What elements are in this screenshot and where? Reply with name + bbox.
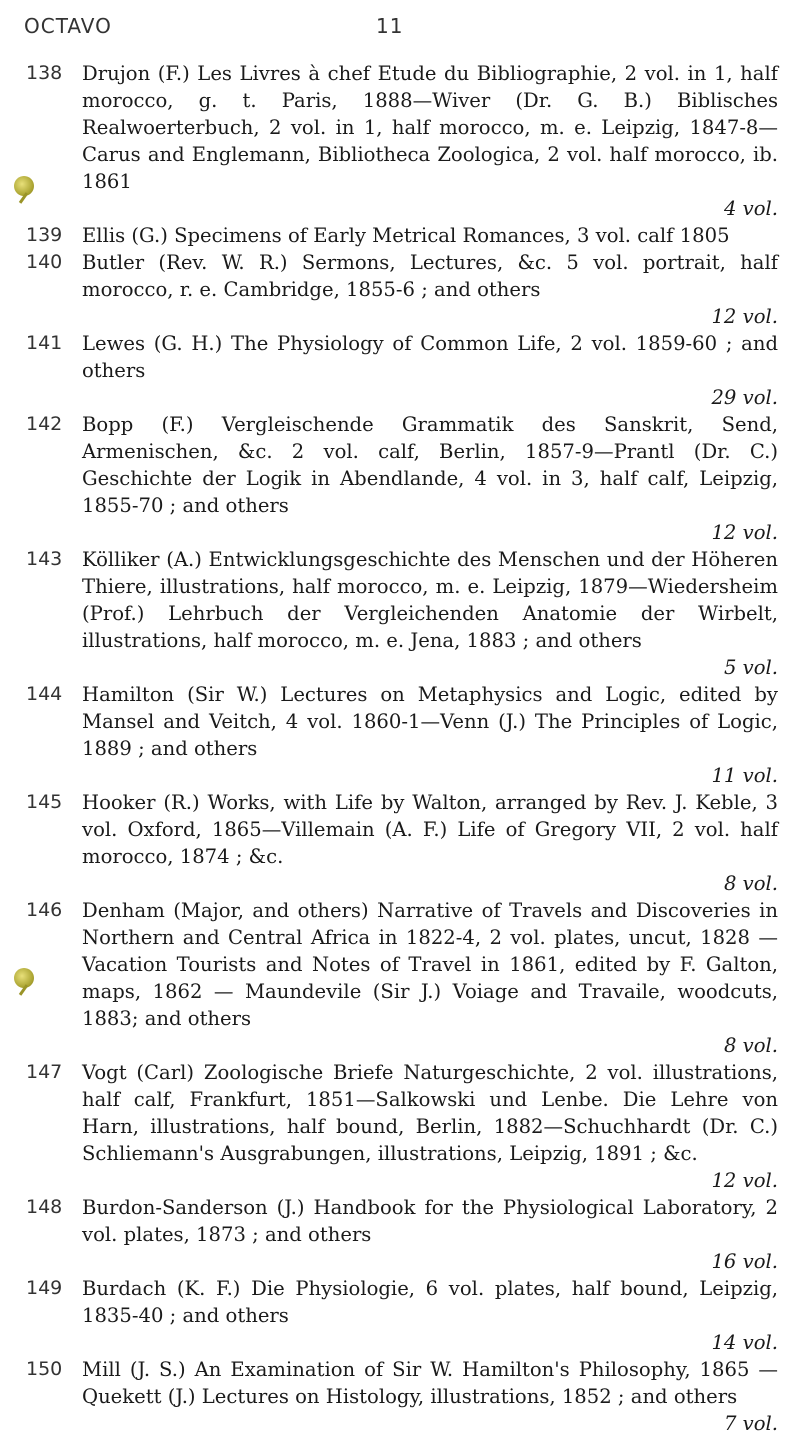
lot-volume-count: 4 vol. (723, 197, 778, 220)
lot-entry (0, 546, 800, 681)
lot-description: Kölliker (A.) Entwicklungsgeschichte des Menschen und der Höheren Thiere, illustrations, half morocco, m. e. Leipzig, 1879—Wiedersheim (Prof.) Lehrbuch der Vergleichenden Anatomie der Wirbelt, illustrations, half morocco, m. e. Jena, 1883 ; and others (82, 548, 778, 652)
lot-number: 143 (26, 548, 63, 570)
lot-volume-count: 12 vol. (711, 1169, 778, 1192)
lot-number: 145 (26, 791, 63, 813)
lot-number: 140 (26, 251, 63, 273)
lot-entry (0, 411, 800, 546)
lot-entry (0, 249, 800, 330)
lot-number: 139 (26, 224, 63, 246)
section-title: OCTAVO (24, 14, 112, 38)
lot-description: Bopp (F.) Vergleischende Grammatik des Sanskrit, Send, Armenischen, &c. 2 vol. calf, Berlin, 1857-9—Prantl (Dr. C.) Geschichte der Logik in Abendlande, 4 vol. in 3, half calf, Leipzig, 1855-70 ; and others (82, 413, 778, 517)
lot-entry (0, 330, 800, 411)
lot-volume-count: 16 vol. (711, 1250, 778, 1273)
lot-description: Denham (Major, and others) Narrative of Travels and Discoveries in Northern and Central Africa in 1822-4, 2 vol. plates, uncut, 1828 —Vacation Tourists and Notes of Travel in 1861, edited by F. Galton, maps, 1862 — Maundevile (Sir J.) Voiage and Travaile, woodcuts, 1883; and others (82, 899, 778, 1030)
lot-entry (0, 60, 800, 222)
lot-entry (0, 1356, 800, 1437)
lot-volume-count: 11 vol. (711, 764, 778, 787)
lot-number: 138 (26, 62, 63, 84)
lot-number: 148 (26, 1196, 63, 1218)
lot-list (0, 60, 800, 1437)
lot-volume-count: 12 vol. (711, 305, 778, 328)
lot-entry (0, 222, 800, 249)
lot-description: Lewes (G. H.) The Physiology of Common Life, 2 vol. 1859-60 ; and others (82, 332, 778, 382)
lot-number: 141 (26, 332, 63, 354)
lot-description: Burdon-Sanderson (J.) Handbook for the Physiological Laboratory, 2 vol. plates, 1873 ; and others (82, 1196, 778, 1246)
page-number: 11 (376, 14, 404, 38)
lot-volume-count: 14 vol. (711, 1331, 778, 1354)
lot-number: 144 (26, 683, 63, 705)
lot-entry (0, 1194, 800, 1275)
lot-volume-count: 8 vol. (723, 872, 778, 895)
lot-entry (0, 897, 800, 1059)
lot-volume-count: 29 vol. (711, 386, 778, 409)
lot-entry (0, 1059, 800, 1194)
lot-volume-count: 12 vol. (711, 521, 778, 544)
lot-number: 147 (26, 1061, 63, 1083)
lot-description: Vogt (Carl) Zoologische Briefe Naturgeschichte, 2 vol. illustrations, half calf, Frankfurt, 1851—Salkowski und Lenbe. Die Lehre von Harn, illustrations, half bound, Berlin, 1882—Schuchhardt (Dr. C.) Schliemann's Ausgrabungen, illustrations, Leipzig, 1891 ; &c. (82, 1061, 778, 1165)
lot-entry (0, 789, 800, 897)
lot-number: 146 (26, 899, 63, 921)
lot-number: 142 (26, 413, 63, 435)
lot-description: Burdach (K. F.) Die Physiologie, 6 vol. plates, half bound, Leipzig, 1835-40 ; and others (82, 1277, 778, 1327)
lot-description: Drujon (F.) Les Livres à chef Etude du Bibliographie, 2 vol. in 1, half morocco, g. t. Paris, 1888—Wiver (Dr. G. B.) Biblisches Realwoerterbuch, 2 vol. in 1, half morocco, m. e. Leipzig, 1847-8—Carus and Englemann, Bibliotheca Zoologica, 2 vol. half morocco, ib. 1861 (82, 62, 778, 193)
lot-description: Mill (J. S.) An Examination of Sir W. Hamilton's Philosophy, 1865 — Quekett (J.) Lectures on Histology, illustrations, 1852 ; and others (82, 1358, 778, 1408)
lot-number: 150 (26, 1358, 63, 1380)
lot-number: 149 (26, 1277, 63, 1299)
page-header (24, 14, 776, 40)
lot-description: Hamilton (Sir W.) Lectures on Metaphysics and Logic, edited by Mansel and Veitch, 4 vol. 1860-1—Venn (J.) The Principles of Logic, 1889 ; and others (82, 683, 778, 760)
lot-volume-count: 7 vol. (723, 1412, 778, 1435)
lot-volume-count: 5 vol. (723, 656, 778, 679)
lot-description: Butler (Rev. W. R.) Sermons, Lectures, &c. 5 vol. portrait, half morocco, r. e. Cambridge, 1855-6 ; and others (82, 251, 778, 301)
lot-description: Hooker (R.) Works, with Life by Walton, arranged by Rev. J. Keble, 3 vol. Oxford, 1865—Villemain (A. F.) Life of Gregory VII, 2 vol. half morocco, 1874 ; &c. (82, 791, 778, 868)
lot-volume-count: 8 vol. (723, 1034, 778, 1057)
lot-entry (0, 681, 800, 789)
lot-description: Ellis (G.) Specimens of Early Metrical Romances, 3 vol. calf 1805 (82, 224, 730, 247)
